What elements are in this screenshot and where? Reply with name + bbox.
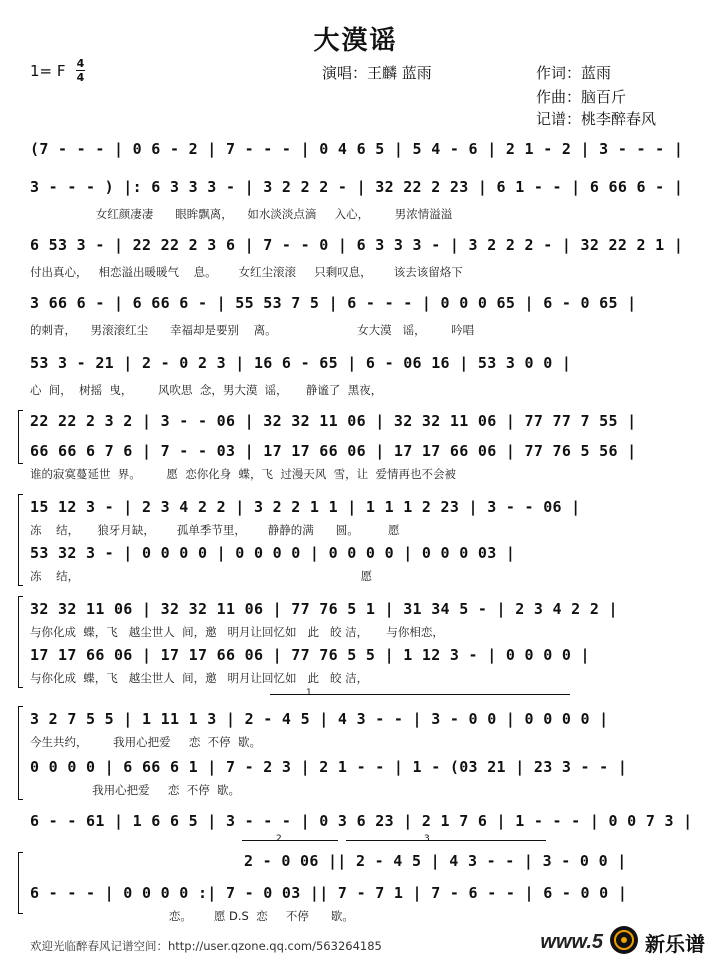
lyrics-line: 今生共约， 我用心把爱 恋 不停 歇。 xyxy=(30,735,261,749)
song-title: 大漠谣 xyxy=(313,26,398,56)
logo-name: 新乐谱 xyxy=(645,931,705,956)
volta-number: 2 xyxy=(276,834,282,844)
notation-line: 53 3 - 21 | 2 - 0 2 3 | 16 6 - 65 | 6 - 06 16 | 53 3 0 0 | xyxy=(30,354,572,372)
volta-bracket xyxy=(346,840,546,841)
notation-line: 6 53 3 - | 22 22 2 3 6 | 7 - - 0 | 6 3 3 3 - | 3 2 2 2 - | 32 22 2 1 | xyxy=(30,236,684,254)
notation-line-ending-upper: 2 - 0 06 || 2 - 4 5 | 4 3 - - | 3 - 0 0 | xyxy=(244,852,627,870)
notation-line-female: 15 12 3 - | 2 3 4 2 2 | 3 2 2 1 1 | 1 1 1 2 23 | 3 - - 06 | xyxy=(30,498,581,516)
lyrics-line: 女红颜凄凄 眼眸飘离， 如水淡淡点滴 入心， 男浓情溢溢 xyxy=(30,207,453,221)
lyrics-line: 与你化成 蝶，飞 越尘世人 间，邀 明月让回忆如 此 皎 洁， 与你相恋， xyxy=(30,625,444,639)
notation-line-interlude: 6 - - 61 | 1 6 6 5 | 3 - - - | 0 3 6 23 | 2 1 7 6 | 1 - - - | 0 0 7 3 | xyxy=(30,812,693,830)
lyrics-line: 的刺青， 男滚滚红尘 幸福却是要别 离。 女大漠 谣， 吟唱 xyxy=(30,323,475,337)
lyrics-line: 与你化成 蝶，飞 越尘世人 间，邀 明月让回忆如 此 皎 洁， xyxy=(30,671,369,685)
notation-line: 3 66 6 - | 6 66 6 - | 55 53 7 5 | 6 - - - | 0 0 0 65 | 6 - 0 65 | xyxy=(30,294,637,312)
lyrics-line: 冻 结， 狼牙月缺， 孤单季节里， 静静的满 圆。 愿 xyxy=(30,523,400,537)
singers-credit: 演唱：王麟 蓝雨 xyxy=(322,64,432,82)
logo-www: www.5 xyxy=(540,930,603,953)
part-brace xyxy=(18,494,23,586)
footer-text: 欢迎光临醉春风记谱空间：http://user.qzone.qq.com/563264185 xyxy=(30,939,382,953)
notation-line: (7 - - - | 0 6 - 2 | 7 - - - | 0 4 6 5 | 5 4 - 6 | 2 1 - 2 | 3 - - - | xyxy=(30,140,684,158)
volta-number: 3 xyxy=(424,834,430,844)
notation-line-female: 32 32 11 06 | 32 32 11 06 | 77 76 5 1 | 31 34 5 - | 2 3 4 2 2 | xyxy=(30,600,618,618)
site-logo xyxy=(540,924,705,960)
notation-line-male: 0 0 0 0 | 6 66 6 1 | 7 - 2 3 | 2 1 - - | 1 - (03 21 | 23 3 - - | xyxy=(30,758,628,776)
time-sig-bottom: 4 xyxy=(76,71,85,84)
time-signature xyxy=(76,58,85,83)
time-sig-top: 4 xyxy=(76,57,85,70)
lyricist-credit: 作词：蓝雨 xyxy=(536,64,612,82)
volta-bracket xyxy=(270,694,570,695)
part-brace xyxy=(18,596,23,688)
music-disc-icon xyxy=(609,925,639,959)
lyrics-line: 心 间， 树摇 曳， 风吹思 念，男大漠 谣， 静谧了 黑夜， xyxy=(30,383,383,397)
lyrics-line: 恋。 愿 D.S 恋 不停 歇。 xyxy=(30,909,354,923)
lyrics-line: 我用心把爱 恋 不停 歇。 xyxy=(30,783,241,797)
part-brace xyxy=(18,852,23,914)
notation-line-female: 22 22 2 3 2 | 3 - - 06 | 32 32 11 06 | 32 32 11 06 | 77 77 7 55 | xyxy=(30,412,637,430)
notation-line-male: 53 32 3 - | 0 0 0 0 | 0 0 0 0 | 0 0 0 0 | 0 0 0 03 | xyxy=(30,544,516,562)
part-brace xyxy=(18,410,23,464)
volta-number: 1 xyxy=(306,688,312,698)
notation-line-ending: 6 - - - | 0 0 0 0 :| 7 - 0 03 || 7 - 7 1 | 7 - 6 - - | 6 - 0 0 | xyxy=(30,884,628,902)
notation-line-female: 3 2 7 5 5 | 1 11 1 3 | 2 - 4 5 | 4 3 - - | 3 - 0 0 | 0 0 0 0 | xyxy=(30,710,609,728)
composer-credit: 作曲：脑百斤 xyxy=(536,88,627,106)
notation-line: 3 - - - ) |: 6 3 3 3 - | 3 2 2 2 - | 32 22 2 23 | 6 1 - - | 6 66 6 - | xyxy=(30,178,684,196)
lyrics-line: 谁的寂寞蔓延世 界。 愿 恋你化身 蝶，飞 过漫天风 雪，让 爱情再也不会被 xyxy=(30,467,456,481)
volta-bracket xyxy=(242,840,338,841)
notation-line-male: 17 17 66 06 | 17 17 66 06 | 77 76 5 5 | 1 12 3 - | 0 0 0 0 | xyxy=(30,646,590,664)
part-brace xyxy=(18,706,23,800)
transcriber-credit: 记谱：桃李醉春风 xyxy=(536,110,657,128)
key-signature: 1= F xyxy=(30,62,66,80)
lyrics-line: 冻 结， 愿 xyxy=(30,569,373,583)
lyrics-line: 付出真心， 相恋溢出暖暖气 息。 女红尘滚滚 只剩叹息， 该去该留烙下 xyxy=(30,265,463,279)
notation-line-male: 66 66 6 7 6 | 7 - - 03 | 17 17 66 06 | 17 17 66 06 | 77 76 5 56 | xyxy=(30,442,637,460)
